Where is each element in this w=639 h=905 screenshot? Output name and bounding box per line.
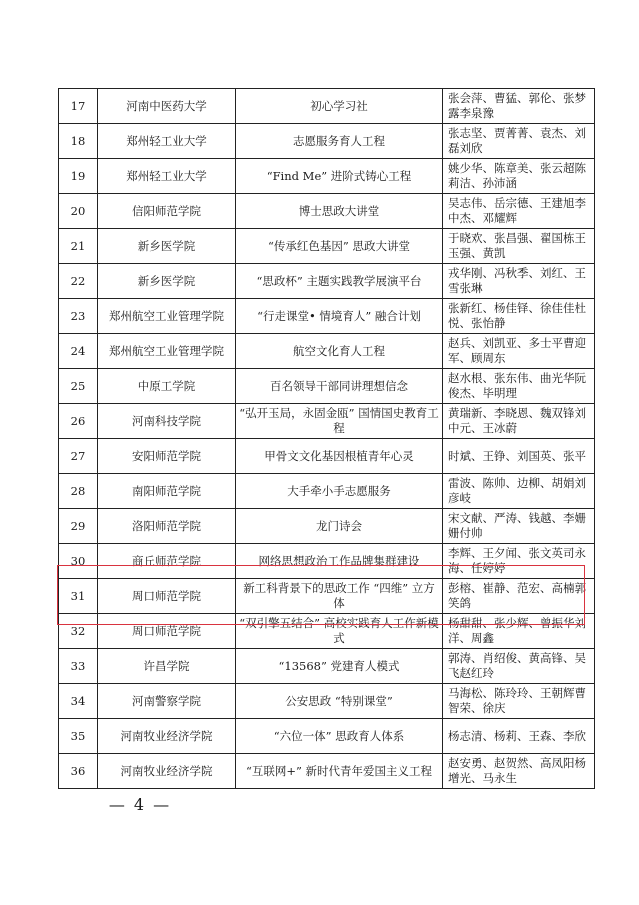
award-table — [58, 88, 595, 789]
row-number: 33 — [59, 649, 98, 684]
school-name: 河南牧业经济学院 — [98, 754, 236, 789]
row-number: 26 — [59, 404, 98, 439]
table-body — [59, 89, 595, 789]
member-list: 赵安勇、赵贺然、高凤阳杨增光、马永生 — [443, 754, 595, 789]
member-list: 张志坚、贾菁菁、袁杰、刘磊刘欣 — [443, 124, 595, 159]
row-number: 19 — [59, 159, 98, 194]
member-list: 赵兵、刘凯亚、多士平曹迎军、顾周东 — [443, 334, 595, 369]
project-name: “弘开玉局，永固金瓯” 国情国史教育工程 — [236, 404, 443, 439]
row-number: 34 — [59, 684, 98, 719]
member-list: 吴志伟、岳宗德、王建旭李中杰、邓耀辉 — [443, 194, 595, 229]
project-name: “传承红色基因” 思政大讲堂 — [236, 229, 443, 264]
member-list: 郭涛、肖绍俊、黄高锋、吴飞赵红玲 — [443, 649, 595, 684]
school-name: 洛阳师范学院 — [98, 509, 236, 544]
member-list: 杨甜甜、张少辉、曾振华刘洋、周鑫 — [443, 614, 595, 649]
school-name: 周口师范学院 — [98, 579, 236, 614]
table-row — [59, 264, 595, 299]
row-number: 20 — [59, 194, 98, 229]
school-name: 河南牧业经济学院 — [98, 719, 236, 754]
project-name: “双引擎五结合” 高校实践育人工作新模式 — [236, 614, 443, 649]
member-list: 赵水根、张东伟、曲光华阮俊杰、毕明理 — [443, 369, 595, 404]
member-list: 戎华刚、冯秋季、刘红、王雪张琳 — [443, 264, 595, 299]
row-number: 28 — [59, 474, 98, 509]
table-row — [59, 474, 595, 509]
project-name: “Find Me” 进阶式铸心工程 — [236, 159, 443, 194]
school-name: 中原工学院 — [98, 369, 236, 404]
project-name: “行走课堂• 情境育人” 融合计划 — [236, 299, 443, 334]
table-row — [59, 124, 595, 159]
school-name: 郑州航空工业管理学院 — [98, 334, 236, 369]
project-name: 志愿服务育人工程 — [236, 124, 443, 159]
row-number: 29 — [59, 509, 98, 544]
row-number: 17 — [59, 89, 98, 124]
school-name: 许昌学院 — [98, 649, 236, 684]
member-list: 杨志清、杨莉、王森、李欣 — [443, 719, 595, 754]
member-list: 张会萍、曹猛、郭伦、张梦露李泉豫 — [443, 89, 595, 124]
school-name: 周口师范学院 — [98, 614, 236, 649]
school-name: 郑州航空工业管理学院 — [98, 299, 236, 334]
school-name: 安阳师范学院 — [98, 439, 236, 474]
project-name: 航空文化育人工程 — [236, 334, 443, 369]
page-number: — 4 — — [108, 795, 172, 814]
project-name: 初心学习社 — [236, 89, 443, 124]
table-row — [59, 579, 595, 614]
school-name: 南阳师范学院 — [98, 474, 236, 509]
project-name: 甲骨文文化基因根植青年心灵 — [236, 439, 443, 474]
school-name: 商丘师范学院 — [98, 544, 236, 579]
row-number: 22 — [59, 264, 98, 299]
school-name: 河南科技学院 — [98, 404, 236, 439]
school-name: 新乡医学院 — [98, 264, 236, 299]
table-row — [59, 649, 595, 684]
table-row — [59, 369, 595, 404]
table-row — [59, 544, 595, 579]
table-row — [59, 159, 595, 194]
table-row — [59, 614, 595, 649]
project-name: 百名领导干部同讲理想信念 — [236, 369, 443, 404]
school-name: 河南警察学院 — [98, 684, 236, 719]
table-row — [59, 439, 595, 474]
table-row — [59, 229, 595, 264]
table-row — [59, 754, 595, 789]
award-table-container — [58, 88, 585, 789]
school-name: 河南中医药大学 — [98, 89, 236, 124]
table-row — [59, 89, 595, 124]
member-list: 时斌、王铮、刘国英、张平 — [443, 439, 595, 474]
row-number: 32 — [59, 614, 98, 649]
project-name: “思政杯” 主题实践教学展演平台 — [236, 264, 443, 299]
row-number: 36 — [59, 754, 98, 789]
project-name: 博士思政大讲堂 — [236, 194, 443, 229]
member-list: 李辉、王夕闻、张文英司永海、任婷婷 — [443, 544, 595, 579]
row-number: 30 — [59, 544, 98, 579]
table-row — [59, 684, 595, 719]
member-list: 黄瑞新、李晓恩、魏双锋刘中元、王冰蔚 — [443, 404, 595, 439]
member-list: 彭榕、崔静、范宏、高楠郭笑鸽 — [443, 579, 595, 614]
project-name: 公安思政 “特别课堂” — [236, 684, 443, 719]
member-list: 雷波、陈帅、边柳、胡娟刘彦岐 — [443, 474, 595, 509]
school-name: 郑州轻工业大学 — [98, 124, 236, 159]
project-name: 新工科背景下的思政工作 “四维” 立方体 — [236, 579, 443, 614]
row-number: 35 — [59, 719, 98, 754]
member-list: 张新红、杨佳铎、徐佳佳杜悦、张怡静 — [443, 299, 595, 334]
project-name: 网络思想政治工作品牌集群建设 — [236, 544, 443, 579]
table-row — [59, 334, 595, 369]
project-name: 大手牵小手志愿服务 — [236, 474, 443, 509]
row-number: 18 — [59, 124, 98, 159]
row-number: 25 — [59, 369, 98, 404]
member-list: 宋文献、严涛、钱越、李姗姗付帅 — [443, 509, 595, 544]
member-list: 于晓欢、张昌强、翟国栋王玉强、黄凯 — [443, 229, 595, 264]
table-row — [59, 299, 595, 334]
member-list: 马海松、陈玲玲、王朝辉曹智荣、徐庆 — [443, 684, 595, 719]
table-row — [59, 194, 595, 229]
row-number: 31 — [59, 579, 98, 614]
school-name: 新乡医学院 — [98, 229, 236, 264]
table-row — [59, 404, 595, 439]
member-list: 姚少华、陈章美、张云超陈莉洁、孙沛涵 — [443, 159, 595, 194]
project-name: “互联网+” 新时代青年爱国主义工程 — [236, 754, 443, 789]
project-name: 龙门诗会 — [236, 509, 443, 544]
row-number: 21 — [59, 229, 98, 264]
table-row — [59, 509, 595, 544]
school-name: 郑州轻工业大学 — [98, 159, 236, 194]
project-name: “13568” 党建育人模式 — [236, 649, 443, 684]
row-number: 23 — [59, 299, 98, 334]
table-row — [59, 719, 595, 754]
row-number: 24 — [59, 334, 98, 369]
project-name: “六位一体” 思政育人体系 — [236, 719, 443, 754]
row-number: 27 — [59, 439, 98, 474]
school-name: 信阳师范学院 — [98, 194, 236, 229]
